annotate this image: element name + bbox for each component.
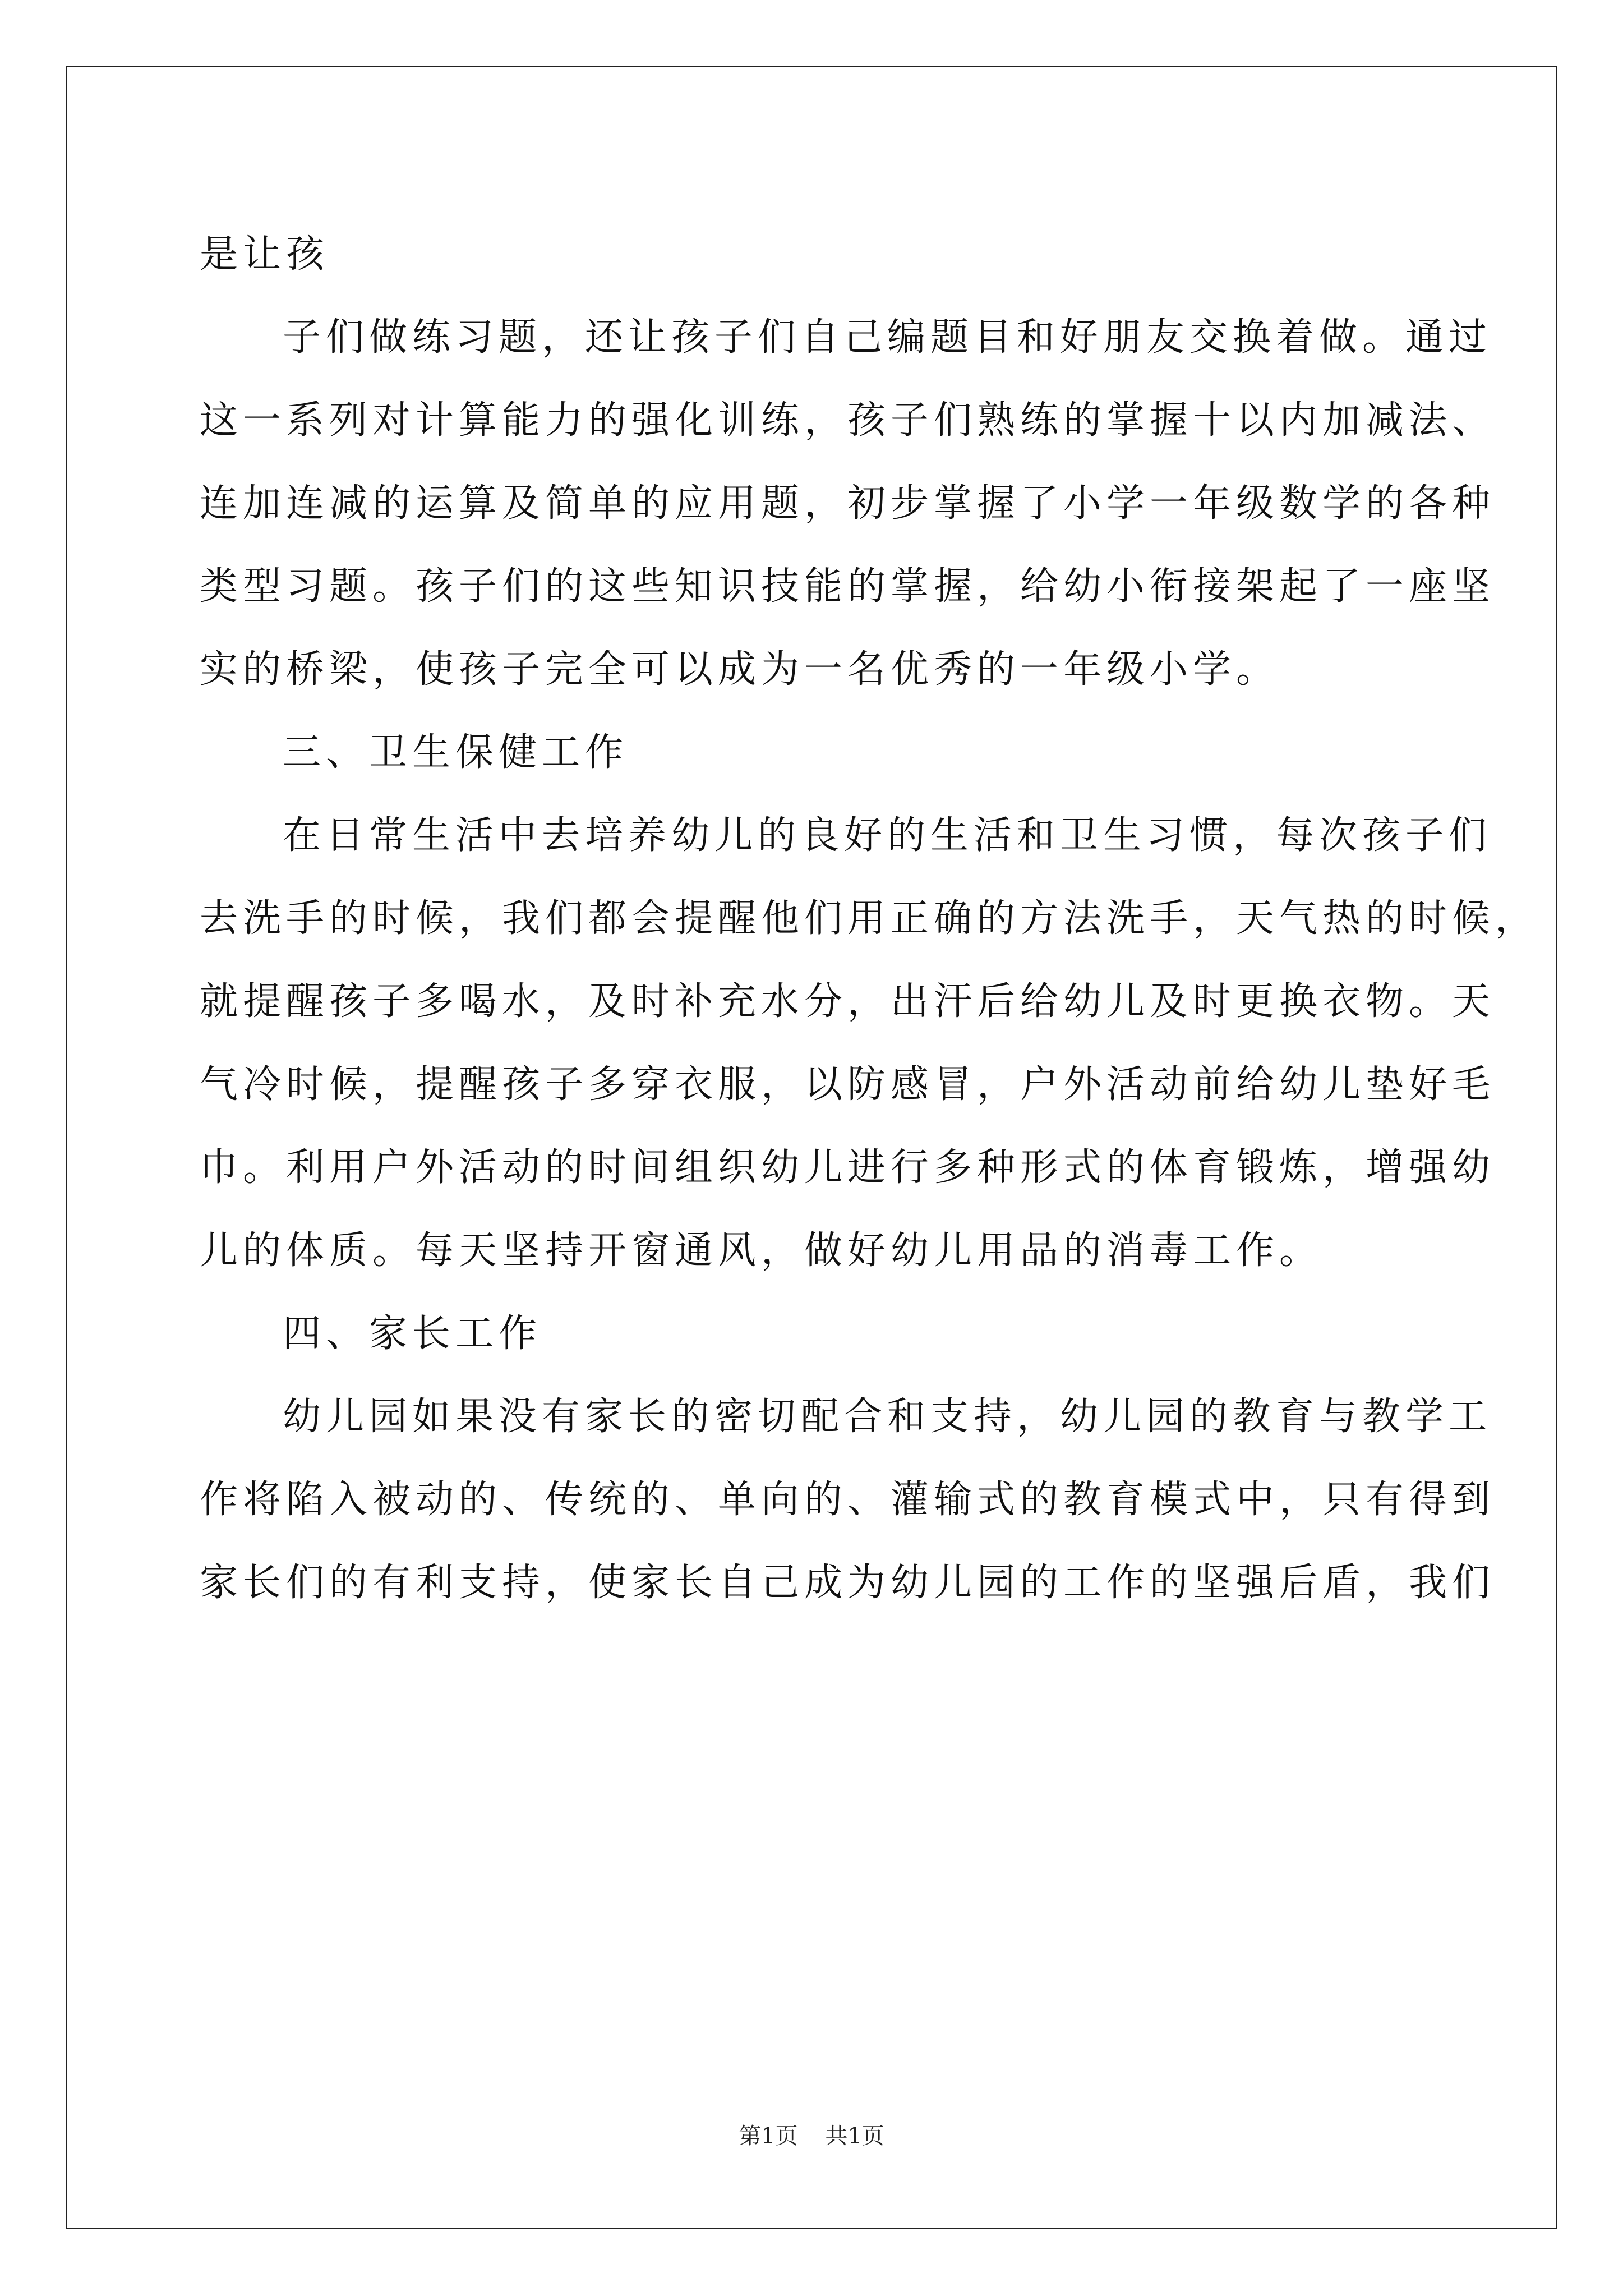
text-line: 家长们的有利支持，使家长自己成为幼儿园的工作的坚强后盾，我们: [200, 1561, 1496, 1605]
page-number-total: 共1页: [825, 2123, 884, 2149]
page-number-current: 第1页: [739, 2123, 798, 2149]
text-line: 幼儿园如果没有家长的密切配合和支持，幼儿园的教育与教学工: [283, 1395, 1492, 1439]
text-line: 连加连减的运算及简单的应用题，初步掌握了小学一年级数学的各种: [200, 481, 1496, 526]
text-line: 气冷时候，提醒孩子多穿衣服，以防感冒，户外活动前给幼儿垫好毛: [200, 1062, 1496, 1107]
text-line: 作将陷入被动的、传统的、单向的、灌输式的教育模式中，只有得到: [200, 1478, 1496, 1522]
text-line: 类型习题。孩子们的这些知识技能的掌握，给幼小衔接架起了一座坚: [200, 564, 1496, 609]
text-line: 这一系列对计算能力的强化训练，孩子们熟练的掌握十以内加减法、: [200, 398, 1496, 443]
text-line: 就提醒孩子多喝水，及时补充水分，出汗后给幼儿及时更换衣物。天: [200, 979, 1496, 1024]
text-line: 是让孩: [200, 232, 330, 277]
text-line: 去洗手的时候，我们都会提醒他们用正确的方法洗手，天气热的时候，: [200, 896, 1539, 941]
text-line: 儿的体质。每天坚持开窗通风，做好幼儿用品的消毒工作。: [200, 1228, 1323, 1273]
section-heading: 三、卫生保健工作: [283, 730, 629, 775]
text-line: 在日常生活中去培养幼儿的良好的生活和卫生习惯，每次孩子们: [283, 813, 1492, 858]
page-footer: [0, 2122, 1623, 2150]
document-body: [200, 213, 1539, 1625]
text-line: 巾。利用户外活动的时间组织幼儿进行多种形式的体育锻炼，增强幼: [200, 1145, 1496, 1190]
text-line: 子们做练习题，还让孩子们自己编题目和好朋友交换着做。通过: [283, 315, 1492, 360]
text-line: 实的桥梁，使孩子完全可以成为一名优秀的一年级小学。: [200, 647, 1280, 692]
section-heading: 四、家长工作: [283, 1312, 542, 1356]
